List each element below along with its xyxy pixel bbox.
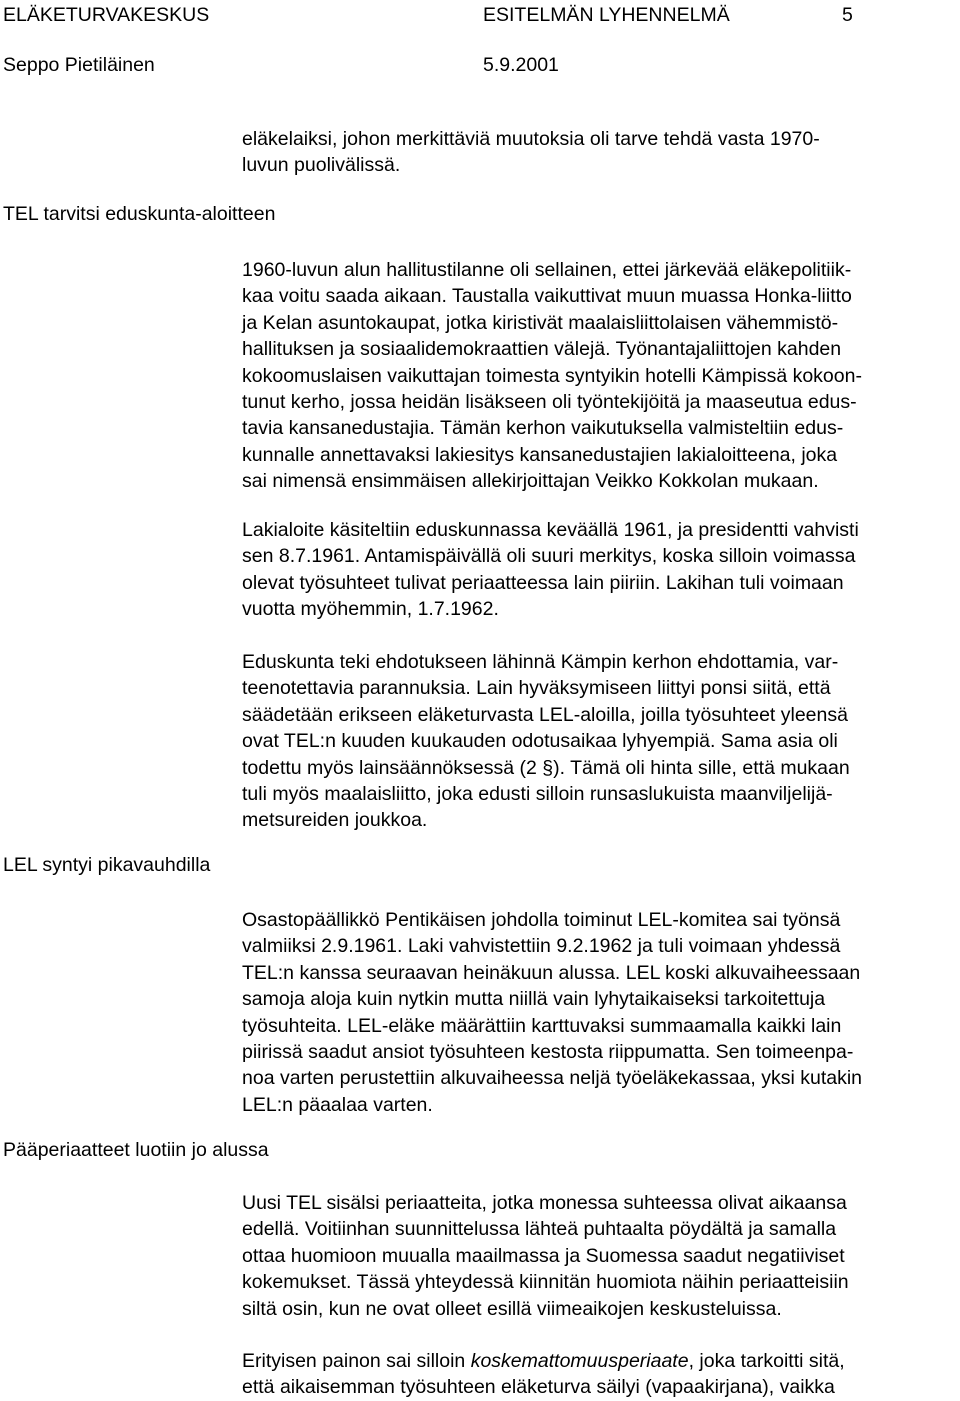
- text-line: hallituksen ja sosiaalidemokraattien välejä. Työnantajaliittojen kahden: [242, 338, 842, 361]
- text-line: Eduskunta teki ehdotukseen lähinnä Kämpin kerhon ehdottamia, var-: [242, 651, 839, 673]
- paragraph-continuation: [242, 126, 959, 179]
- document-date: 5.9.2001: [483, 54, 559, 76]
- text-line: teenotettavia parannuksia. Lain hyväksymiseen liittyi ponsi siitä, että: [242, 677, 831, 700]
- text-run: Erityisen painon sai silloin: [242, 1350, 471, 1372]
- text-line: tavia kansanedustajia. Tämän kerhon vaikutuksella valmisteltiin edus-: [242, 417, 844, 440]
- text-line: Uusi TEL sisälsi periaatteita, jotka monessa suhteessa olivat aikaansa: [242, 1192, 847, 1214]
- paragraph-law-initiative: [242, 517, 959, 623]
- side-label-principles: Pääperiaatteet luotiin jo alussa: [3, 1139, 269, 1161]
- text-line: Osastopäällikkö Pentikäisen johdolla toiminut LEL-komitea sai työnsä: [242, 909, 841, 931]
- text-line: siltä osin, kun ne ovat olleet esillä viimeaikojen keskusteluissa.: [242, 1297, 782, 1320]
- text-line: 1960-luvun alun hallitustilanne oli sellainen, ettei järkevää eläkepolitiik-: [242, 259, 852, 281]
- text-line: kokemukset. Tässä yhteydessä kiinnitän huomiota näihin periaatteisiin: [242, 1271, 849, 1294]
- text-line: kokoomuslaisen vaikuttajan toimesta syntyikin hotelli Kämpissä kokoon-: [242, 364, 862, 387]
- organization-name: ELÄKETURVAKESKUS: [3, 4, 210, 26]
- text-line: sai nimensä ensimmäisen allekirjoittajan Veikko Kokkolan mukaan.: [242, 470, 819, 493]
- text-line: valmiiksi 2.9.1961. Laki vahvistettiin 9.2.1962 ja tuli voimaan yhdessä: [242, 935, 841, 958]
- paragraph-new-tel-principles: [242, 1190, 959, 1322]
- text-line: ovat TEL:n kuuden kuukauden odotusaikaa lyhyempiä. Sama asia oli: [242, 730, 838, 753]
- author-name: Seppo Pietiläinen: [3, 54, 155, 76]
- paragraph-inviolability: [242, 1348, 959, 1401]
- page-number: 5: [842, 4, 853, 26]
- emphasized-term: koskemattomuusperiaate: [470, 1350, 689, 1372]
- text-line: olevat työsuhteet tulivat periaatteessa lain piiriin. Lakihan tuli voimaan: [242, 571, 844, 594]
- text-line: tuli myös maalaisliitto, joka edusti silloin runsaslukuista maanviljelijä-: [242, 783, 833, 806]
- text-line: kaa voitu saada aikaan. Taustalla vaikuttivat muun muassa Honka-liitto: [242, 285, 852, 308]
- side-label-tel: TEL tarvitsi eduskunta-aloitteen: [3, 203, 276, 225]
- text-line: Lakialoite käsiteltiin eduskunnassa keväällä 1961, ja presidentti vahvisti: [242, 519, 859, 541]
- text-line: [242, 1348, 959, 1374]
- text-line: luvun puolivälissä.: [242, 154, 401, 177]
- text-line: LEL:n päaalaa varten.: [242, 1093, 433, 1116]
- text-line: piirissä saadut ansiot työsuhteen kestosta riippumatta. Sen toimeenpa-: [242, 1041, 854, 1064]
- text-line: samoja aloja kuin nytkin mutta niillä vain lyhytaikaiseksi tarkoitettuja: [242, 988, 826, 1011]
- text-line: että aikaisemman työsuhteen eläketurva säilyi (vapaakirjana), vaikka: [242, 1376, 835, 1399]
- text-line: vuotta myöhemmin, 1.7.1962.: [242, 598, 499, 621]
- text-line: todettu myös lainsäännöksessä (2 §). Tämä oli hinta sille, että mukaan: [242, 756, 850, 779]
- text-line: ottaa huomioon muualla maailmassa ja Suomessa saadut negatiiviset: [242, 1244, 845, 1267]
- text-line: edellä. Voitiinhan suunnittelussa lähteä puhtaalta pöydältä ja samalla: [242, 1218, 837, 1241]
- document-type: ESITELMÄN LYHENNELMÄ: [483, 4, 730, 26]
- text-line: sen 8.7.1961. Antamispäivällä oli suuri merkitys, koska silloin voimassa: [242, 545, 856, 568]
- text-line: metsureiden joukkoa.: [242, 809, 428, 832]
- side-label-lel: LEL syntyi pikavauhdilla: [3, 854, 211, 876]
- text-line: noa varten perustettiin alkuvaiheessa neljä työeläkekassaa, yksi kutakin: [242, 1067, 863, 1090]
- text-line: eläkelaiksi, johon merkittäviä muutoksia oli tarve tehdä vasta 1970-: [242, 128, 820, 150]
- text-line: ja Kelan asuntokaupat, jotka kiristivät maalaisliittolaisen vähemmistö-: [242, 311, 839, 334]
- text-line: työsuhteita. LEL-eläke määrättiin karttuvaksi summaamalla kaikki lain: [242, 1014, 842, 1037]
- paragraph-lel-committee: [242, 907, 959, 1118]
- text-line: tunut kerho, jossa heidän lisäkseen oli työntekijöitä ja maaseutua edus-: [242, 391, 857, 414]
- text-line: säädetään erikseen eläketurvasta LEL-aloilla, joilla työsuhteet yleensä: [242, 703, 848, 726]
- text-line: TEL:n kanssa seuraavan heinäkuun alussa. LEL koski alkuvaiheessaan: [242, 961, 861, 984]
- paragraph-tel-background: [242, 257, 959, 495]
- paragraph-parliament-changes: [242, 649, 959, 834]
- text-line: kunnalle annettavaksi lakiesitys kansanedustajien lakialoitteena, joka: [242, 443, 838, 466]
- text-run: , joka tarkoitti sitä,: [688, 1350, 845, 1372]
